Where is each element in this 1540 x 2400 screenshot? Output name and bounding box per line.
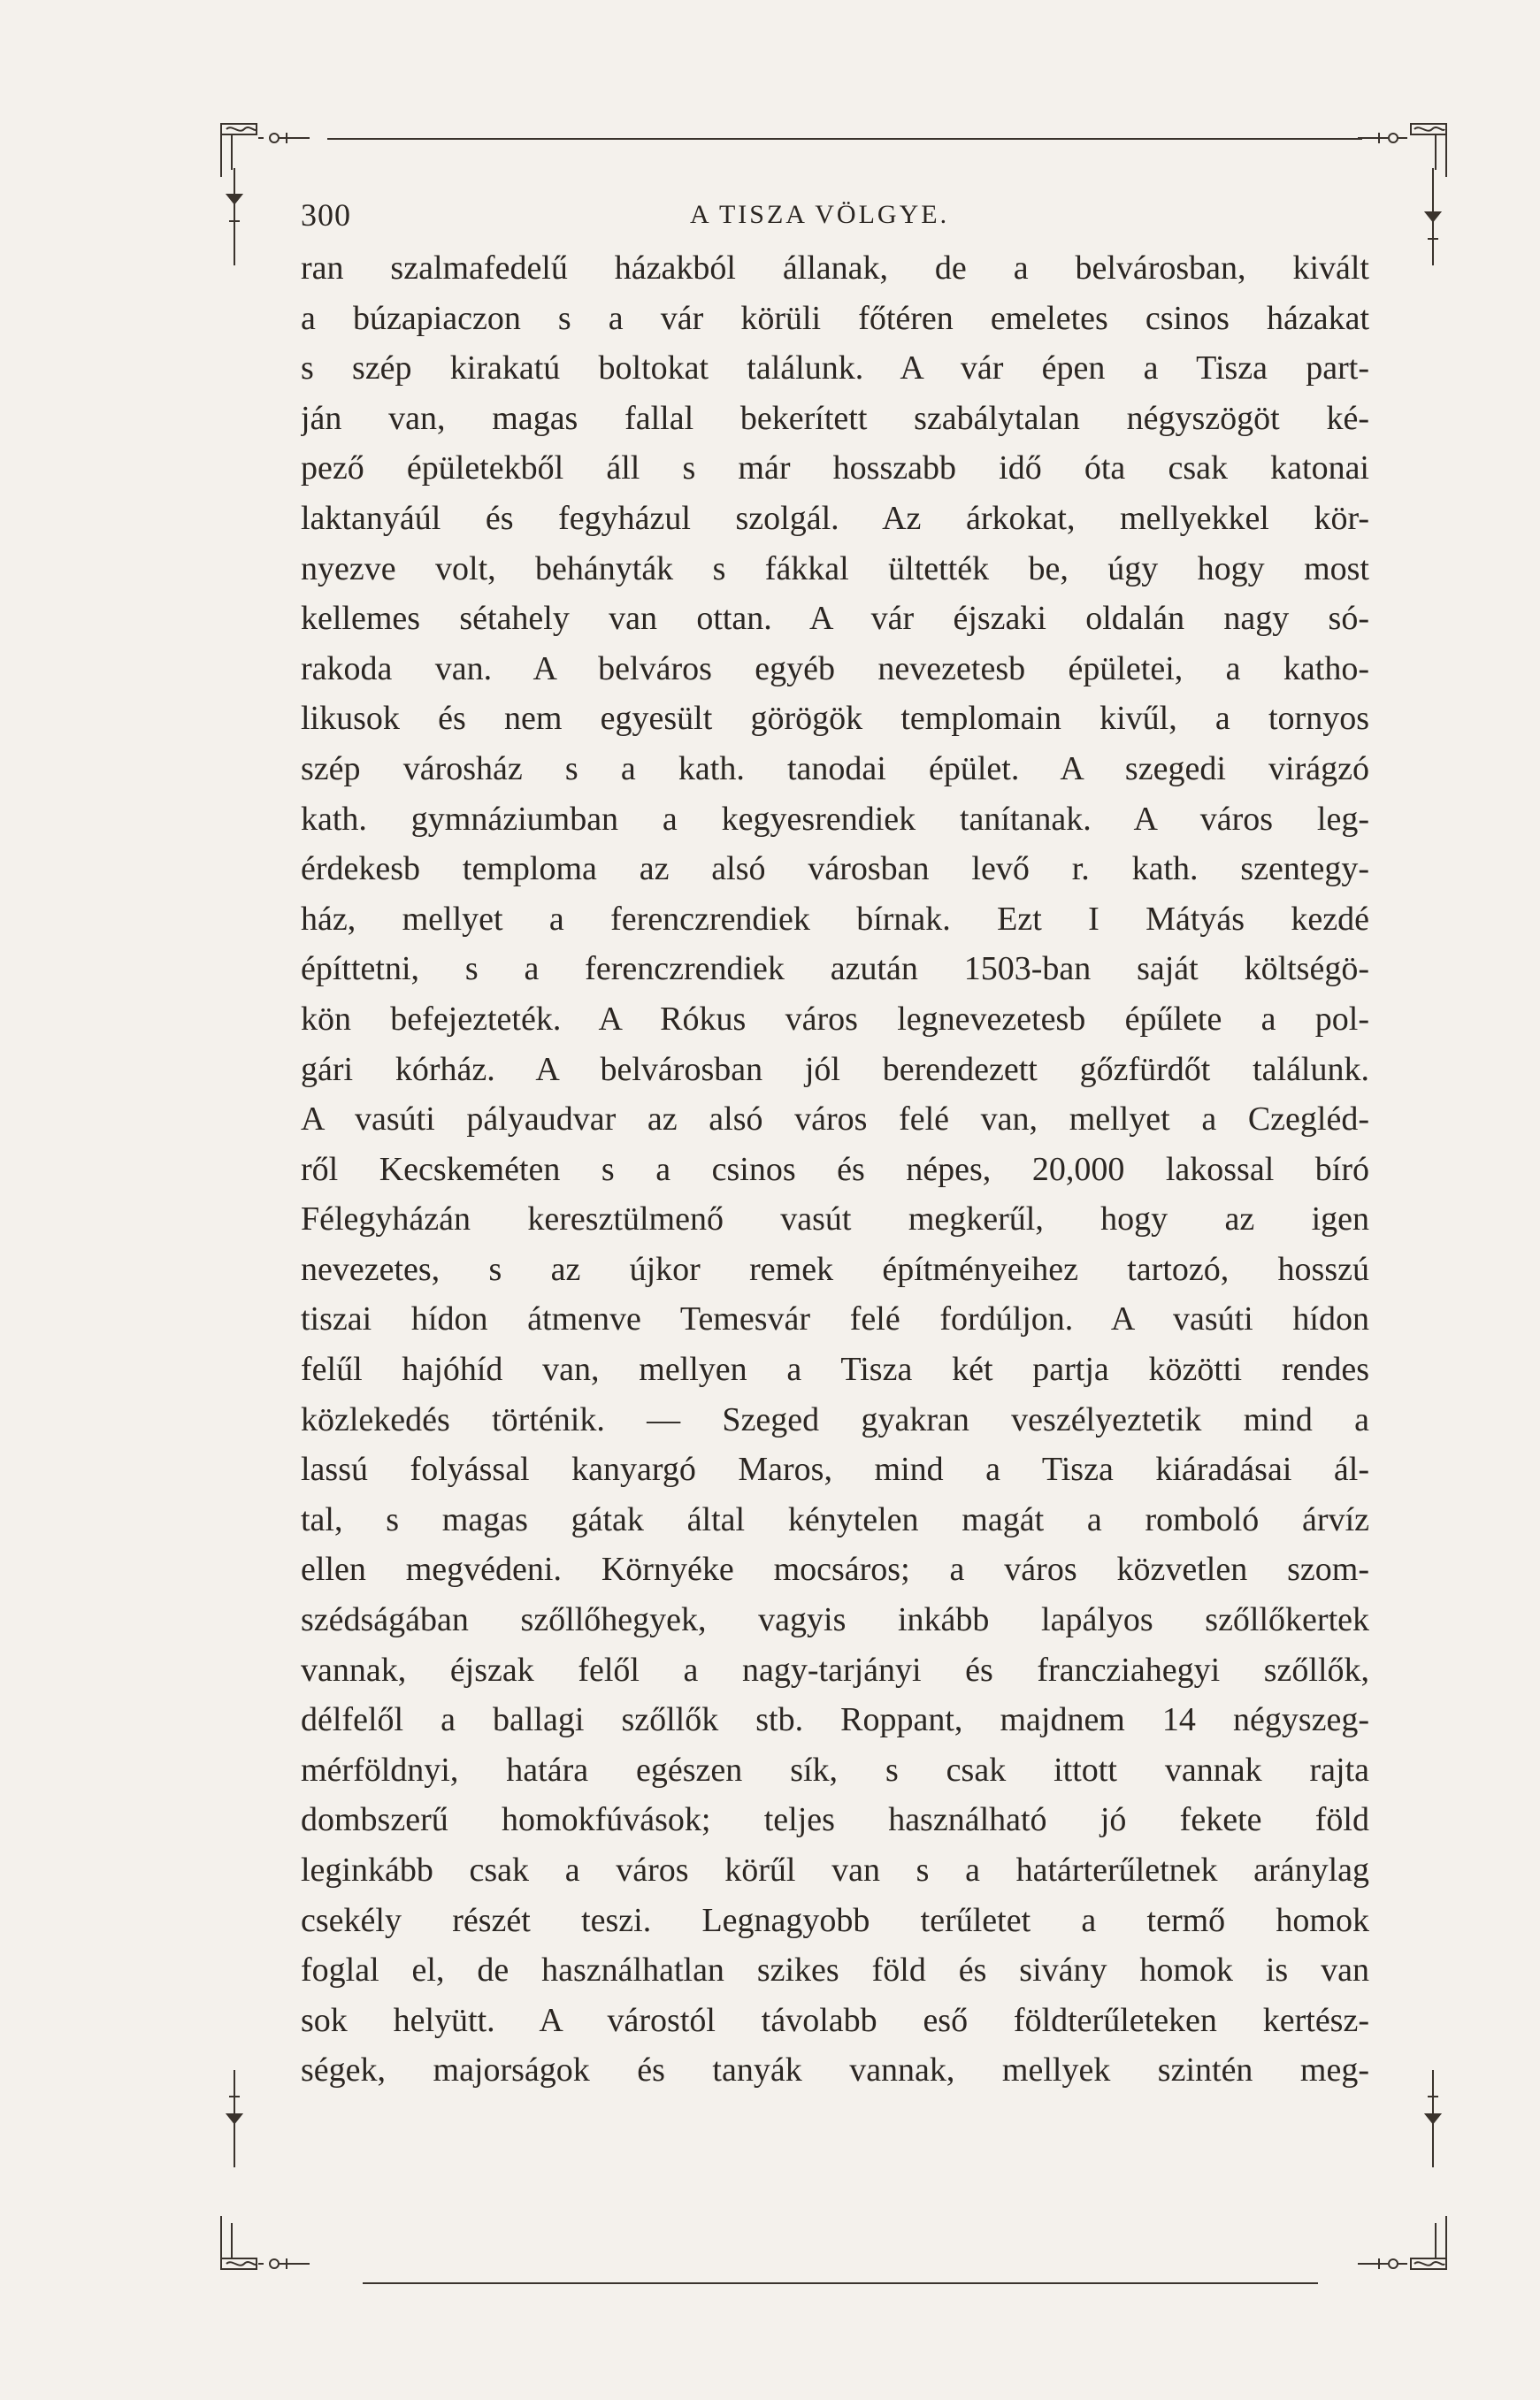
- text-line: kön befejezteték. A Rókus város legnevezetesb épűlete a pol-: [301, 1000, 1369, 1038]
- page-number: 300: [301, 197, 351, 233]
- corner-ornament-bottom-right: [1358, 2189, 1455, 2287]
- text-line: nyezve volt, behányták s fákkal ültették be, úgy hogy most: [301, 549, 1369, 587]
- text-line: lassú folyással kanyargó Maros, mind a Tisza kiáradásai ál-: [301, 1451, 1369, 1489]
- text-line: dombszerű homokfúvások; teljes használható jó fekete föld: [301, 1801, 1369, 1839]
- text-line: érdekesb temploma az alsó városban levő r. kath. szentegy-: [301, 850, 1369, 888]
- text-line: kellemes sétahely van ottan. A vár éjszaki oldalán nagy só-: [301, 600, 1369, 638]
- text-line: gári kórház. A belvárosban jól berendezett gőzfürdőt találunk.: [301, 1050, 1369, 1088]
- text-line: vannak, éjszak felől a nagy-tarjányi és francziahegyi szőllők,: [301, 1651, 1369, 1689]
- text-line: ről Kecskeméten s a csinos és népes, 20,000 lakossal bíró: [301, 1150, 1369, 1188]
- text-line: likusok és nem egyesült görögök templomain kivűl, a tornyos: [301, 700, 1369, 738]
- text-line: Félegyházán keresztülmenő vasút megkerűl, hogy az igen: [301, 1200, 1369, 1238]
- text-line: kath. gymnáziumban a kegyesrendiek tanítanak. A város leg-: [301, 800, 1369, 838]
- page-header: [301, 196, 1362, 249]
- text-line: pező épületekből áll s már hosszabb idő óta csak katonai: [301, 449, 1369, 487]
- top-rule: [327, 138, 1362, 140]
- running-head: A TISZA VÖLGYE.: [690, 200, 950, 229]
- text-line: foglal el, de használhatlan szikes föld és sivány homok is van: [301, 1951, 1369, 1990]
- text-line: felűl hajóhíd van, mellyen a Tisza két partja közötti rendes: [301, 1351, 1369, 1389]
- text-line: csekély részét teszi. Legnagyobb terűletet a termő homok: [301, 1901, 1369, 1939]
- side-ornament-right-top: [1415, 159, 1451, 274]
- bottom-rule: [363, 2282, 1318, 2284]
- text-line: ján van, magas fallal bekerített szabálytalan négyszögöt ké-: [301, 399, 1369, 437]
- text-line: szédságában szőllőhegyek, vagyis inkább lapályos szőllőkertek: [301, 1601, 1369, 1639]
- text-line: ran szalmafedelű házakból állanak, de a belvárosban, kivált: [301, 249, 1369, 287]
- text-line: A vasúti pályaudvar az alsó város felé van, mellyet a Czegléd-: [301, 1100, 1369, 1139]
- text-line: rakoda van. A belváros egyéb nevezetesb épületei, a katho-: [301, 649, 1369, 687]
- side-ornament-left-top: [217, 159, 252, 274]
- text-line: építtetni, s a ferenczrendiek azután 1503-ban saját költségö-: [301, 950, 1369, 988]
- text-line: ellen megvédeni. Környéke mocsáros; a város közvetlen szom-: [301, 1551, 1369, 1589]
- text-line: közlekedés történik. — Szeged gyakran veszélyeztetik mind a: [301, 1400, 1369, 1438]
- side-ornament-right-bottom: [1415, 2061, 1451, 2176]
- corner-ornament-bottom-left: [212, 2189, 310, 2287]
- side-ornament-left-bottom: [217, 2061, 252, 2176]
- text-line: laktanyáúl és fegyházul szolgál. Az árkokat, mellyekkel kör-: [301, 499, 1369, 537]
- text-line: nevezetes, s az újkor remek építményeihez tartozó, hosszú: [301, 1250, 1369, 1288]
- text-line: mérföldnyi, határa egészen sík, s csak ittott vannak rajta: [301, 1751, 1369, 1789]
- text-line: a búzapiaczon s a vár körüli főtéren emeletes csinos házakat: [301, 299, 1369, 337]
- text-line: s szép kirakatú boltokat találunk. A vár épen a Tisza part-: [301, 349, 1369, 387]
- text-line: sok helyütt. A várostól távolabb eső földterűleteken kertész-: [301, 2001, 1369, 2039]
- text-line: ségek, majorságok és tanyák vannak, mellyek szintén meg-: [301, 2051, 1369, 2089]
- text-line: ház, mellyet a ferenczrendiek bírnak. Ezt I Mátyás kezdé: [301, 900, 1369, 938]
- text-line: tal, s magas gátak által kénytelen magát a romboló árvíz: [301, 1500, 1369, 1538]
- text-line: szép városház s a kath. tanodai épület. A szegedi virágzó: [301, 749, 1369, 787]
- body-text: [301, 243, 1369, 2096]
- text-line: leginkább csak a város körűl van s a határterűletnek aránylag: [301, 1852, 1369, 1889]
- text-line: tiszai hídon átmenve Temesvár felé fordúljon. A vasúti hídon: [301, 1300, 1369, 1338]
- text-line: délfelől a ballagi szőllők stb. Roppant, majdnem 14 négyszeg-: [301, 1701, 1369, 1739]
